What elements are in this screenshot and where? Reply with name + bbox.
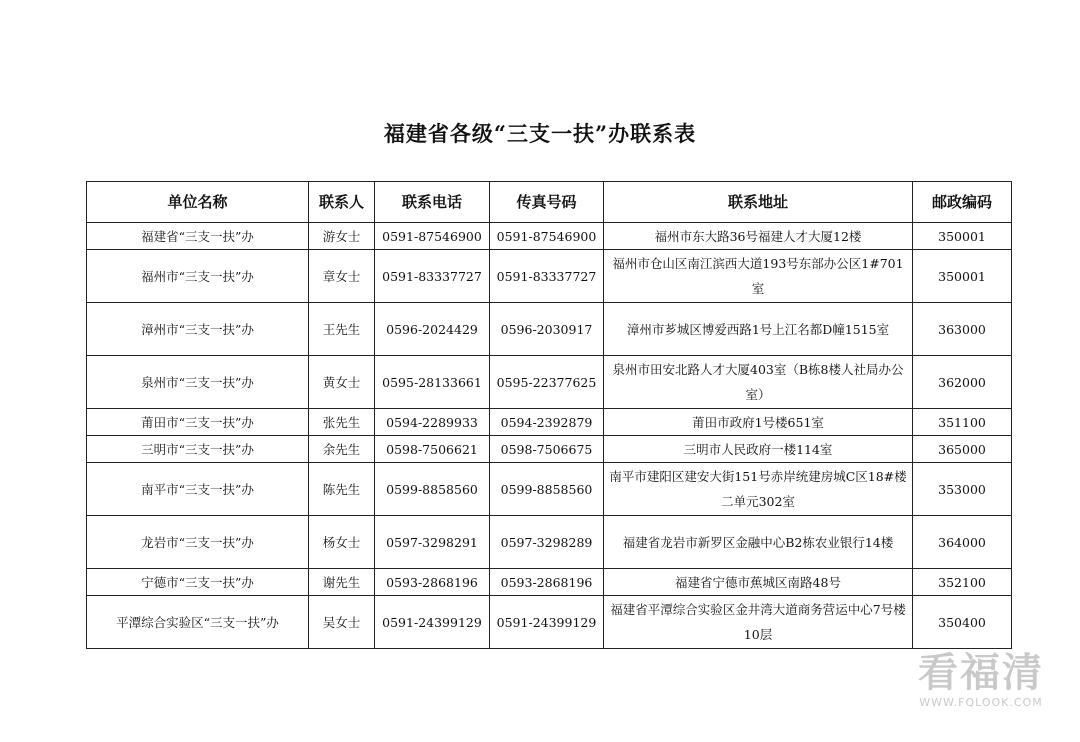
cell-contact: 游女士 bbox=[309, 223, 375, 250]
table-header-row bbox=[87, 182, 1012, 223]
cell-address: 福州市东大路36号福建人才大厦12楼 bbox=[604, 223, 913, 250]
table-row bbox=[87, 409, 1012, 436]
table-row bbox=[87, 516, 1012, 569]
cell-fax: 0591-83337727 bbox=[490, 250, 604, 303]
cell-fax: 0594-2392879 bbox=[490, 409, 604, 436]
site-watermark bbox=[906, 650, 1056, 709]
document-title: 福建省各级“三支一扶”办联系表 bbox=[383, 121, 697, 146]
header-fax: 传真号码 bbox=[490, 182, 604, 223]
cell-postcode: 350001 bbox=[913, 250, 1012, 303]
cell-address: 福建省宁德市蕉城区南路48号 bbox=[604, 569, 913, 596]
cell-contact: 吴女士 bbox=[309, 596, 375, 649]
cell-unit: 漳州市“三支一扶”办 bbox=[87, 303, 309, 356]
cell-unit: 宁德市“三支一扶”办 bbox=[87, 569, 309, 596]
cell-fax: 0591-24399129 bbox=[490, 596, 604, 649]
cell-postcode: 363000 bbox=[913, 303, 1012, 356]
cell-postcode: 362000 bbox=[913, 356, 1012, 409]
cell-fax: 0593-2868196 bbox=[490, 569, 604, 596]
cell-postcode: 365000 bbox=[913, 436, 1012, 463]
cell-postcode: 352100 bbox=[913, 569, 1012, 596]
cell-phone: 0595-28133661 bbox=[375, 356, 490, 409]
header-address: 联系地址 bbox=[604, 182, 913, 223]
header-unit: 单位名称 bbox=[87, 182, 309, 223]
cell-contact: 张先生 bbox=[309, 409, 375, 436]
cell-contact: 余先生 bbox=[309, 436, 375, 463]
cell-fax: 0597-3298289 bbox=[490, 516, 604, 569]
cell-postcode: 351100 bbox=[913, 409, 1012, 436]
watermark-url: WWW.FQLOOK.COM bbox=[919, 696, 1043, 709]
table-row bbox=[87, 250, 1012, 303]
cell-contact: 章女士 bbox=[309, 250, 375, 303]
cell-address: 莆田市政府1号楼651室 bbox=[604, 409, 913, 436]
cell-fax: 0591-87546900 bbox=[490, 223, 604, 250]
cell-postcode: 350400 bbox=[913, 596, 1012, 649]
cell-address: 漳州市芗城区博爱西路1号上江名都D幢1515室 bbox=[604, 303, 913, 356]
cell-contact: 王先生 bbox=[309, 303, 375, 356]
cell-postcode: 353000 bbox=[913, 463, 1012, 516]
table-row bbox=[87, 356, 1012, 409]
cell-address: 泉州市田安北路人才大厦403室（B栋8楼人社局办公室） bbox=[604, 356, 913, 409]
cell-fax: 0596-2030917 bbox=[490, 303, 604, 356]
cell-phone: 0594-2289933 bbox=[375, 409, 490, 436]
watermark-logo-text: 看福清 bbox=[918, 650, 1044, 696]
cell-unit: 龙岩市“三支一扶”办 bbox=[87, 516, 309, 569]
cell-phone: 0596-2024429 bbox=[375, 303, 490, 356]
cell-postcode: 364000 bbox=[913, 516, 1012, 569]
cell-address: 三明市人民政府一楼114室 bbox=[604, 436, 913, 463]
cell-address: 南平市建阳区建安大街151号赤岸统建房城C区18#楼二单元302室 bbox=[604, 463, 913, 516]
cell-unit: 福建省“三支一扶”办 bbox=[87, 223, 309, 250]
cell-phone: 0598-7506621 bbox=[375, 436, 490, 463]
table-row bbox=[87, 463, 1012, 516]
cell-phone: 0599-8858560 bbox=[375, 463, 490, 516]
cell-unit: 泉州市“三支一扶”办 bbox=[87, 356, 309, 409]
cell-phone: 0591-83337727 bbox=[375, 250, 490, 303]
cell-contact: 陈先生 bbox=[309, 463, 375, 516]
cell-unit: 平潭综合实验区“三支一扶”办 bbox=[87, 596, 309, 649]
cell-address: 福州市仓山区南江滨西大道193号东部办公区1#701室 bbox=[604, 250, 913, 303]
cell-phone: 0597-3298291 bbox=[375, 516, 490, 569]
cell-address: 福建省龙岩市新罗区金融中心B2栋农业银行14楼 bbox=[604, 516, 913, 569]
contacts-table bbox=[86, 181, 1012, 649]
cell-unit: 福州市“三支一扶”办 bbox=[87, 250, 309, 303]
cell-address: 福建省平潭综合实验区金井湾大道商务营运中心7号楼10层 bbox=[604, 596, 913, 649]
cell-contact: 谢先生 bbox=[309, 569, 375, 596]
header-contact: 联系人 bbox=[309, 182, 375, 223]
cell-fax: 0595-22377625 bbox=[490, 356, 604, 409]
cell-unit: 三明市“三支一扶”办 bbox=[87, 436, 309, 463]
table-row bbox=[87, 436, 1012, 463]
header-phone: 联系电话 bbox=[375, 182, 490, 223]
header-postcode: 邮政编码 bbox=[913, 182, 1012, 223]
cell-unit: 莆田市“三支一扶”办 bbox=[87, 409, 309, 436]
cell-unit: 南平市“三支一扶”办 bbox=[87, 463, 309, 516]
cell-postcode: 350001 bbox=[913, 223, 1012, 250]
cell-contact: 杨女士 bbox=[309, 516, 375, 569]
table-row bbox=[87, 303, 1012, 356]
cell-contact: 黄女士 bbox=[309, 356, 375, 409]
cell-fax: 0599-8858560 bbox=[490, 463, 604, 516]
cell-phone: 0591-87546900 bbox=[375, 223, 490, 250]
cell-fax: 0598-7506675 bbox=[490, 436, 604, 463]
cell-phone: 0591-24399129 bbox=[375, 596, 490, 649]
table-row bbox=[87, 596, 1012, 649]
cell-phone: 0593-2868196 bbox=[375, 569, 490, 596]
table-row bbox=[87, 223, 1012, 250]
table-row bbox=[87, 569, 1012, 596]
